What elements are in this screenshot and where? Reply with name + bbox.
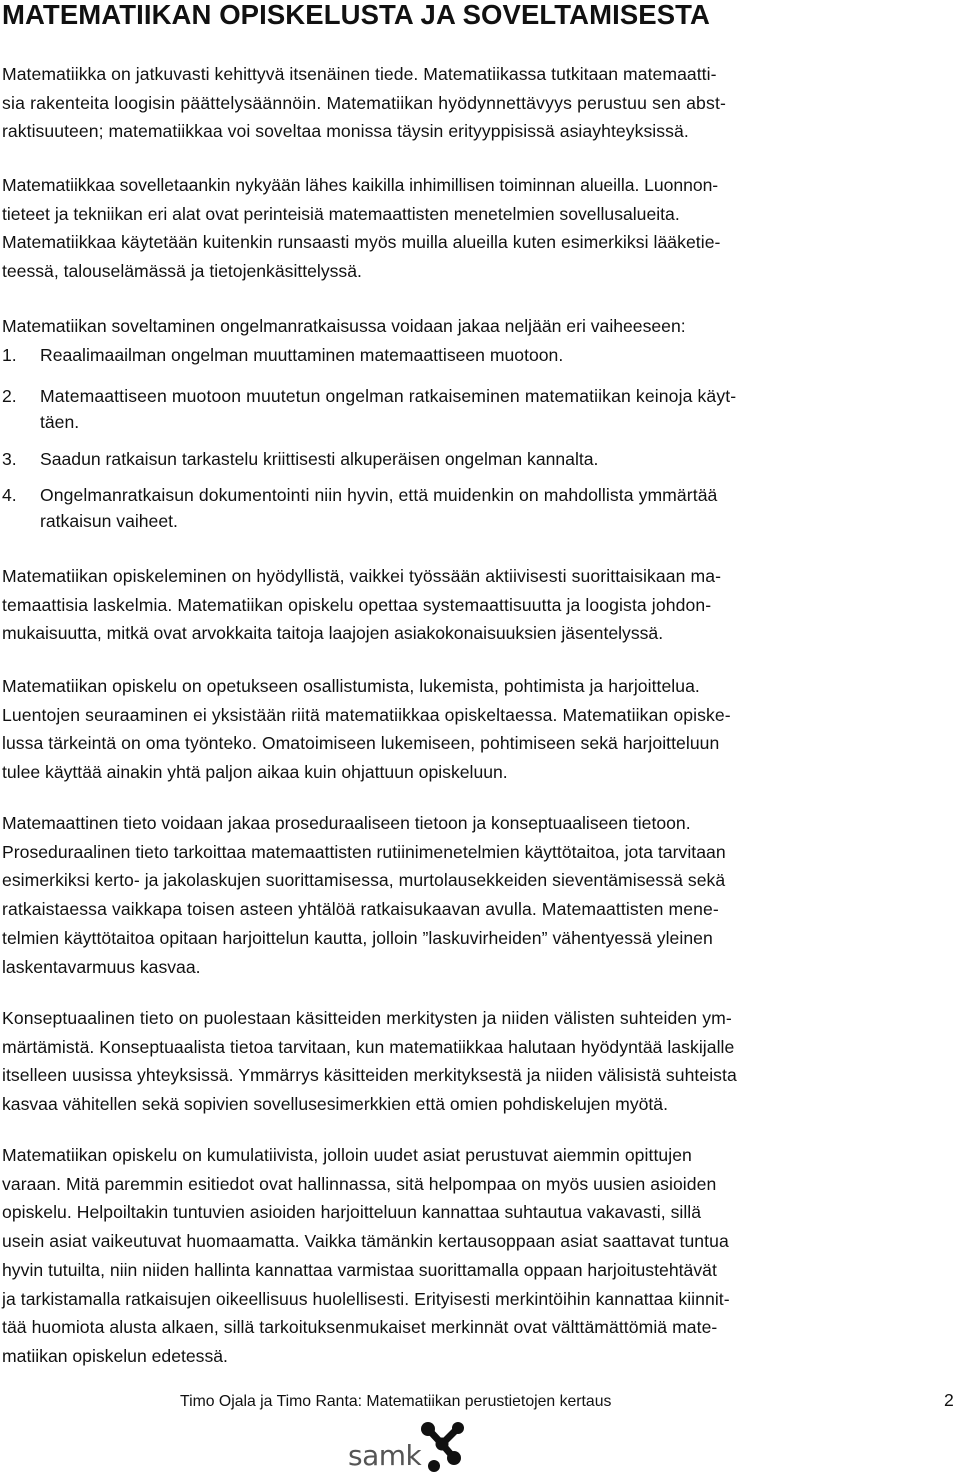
- paragraph-benefits: [2, 562, 902, 648]
- list-item-line: täen.: [40, 411, 80, 432]
- paragraph-line: Matematiikan opiskeleminen on hyödyllistä, vaikkei työssään aktiivisesti suorittaisikaan ma-: [2, 566, 722, 586]
- paragraph-line: varaan. Mitä paremmin esitiedot ovat hallinnassa, sitä helpompaa on myös uusien asioiden: [2, 1173, 717, 1194]
- page-number: 2: [944, 1390, 954, 1410]
- list-number: 4.: [2, 485, 17, 505]
- paragraph-line: esimerkiksi kerto- ja jakolaskujen suorittamisessa, murtolausekkeiden sieventämisessä sekä: [2, 870, 726, 891]
- paragraph-line: usein asiat vaikeutuvat huomaamatta. Vaikka tämänkin kertausoppaan asiat saattavat tuntua: [2, 1231, 729, 1252]
- paragraph-conceptual: [2, 1004, 902, 1119]
- paragraph-line: sia rakenteita loogisin päättelysäännöin. Matematiikan hyödynnettävyys perustuu sen abst-: [2, 92, 727, 113]
- samk-logo: [348, 1418, 478, 1476]
- paragraph-line: Matematiikan soveltaminen ongelmanratkaisussa voidaan jakaa neljään eri vaiheeseen:: [2, 316, 686, 336]
- paragraph-line: mukaisuutta, mitkä ovat arvokkaita taitoja laajojen asiakokonaisuuksien jäsentelyssä.: [2, 623, 664, 644]
- paragraph-line: temaattisia laskelmia. Matematiikan opiskelu opettaa systemaattisuutta ja loogista johdon-: [2, 594, 712, 615]
- paragraph-line: ja tarkistamalla ratkaisujen oikeellisuus huolellisesti. Erityisesti merkintöihin kannattaa kiinnit-: [2, 1288, 730, 1309]
- paragraph-line: Matematiikan opiskelu on kumulatiivista, jolloin uudet asiat perustuvat aiemmin opittujen: [2, 1145, 692, 1165]
- list-item-line: Matemaattiseen muotoon muutetun ongelman ratkaiseminen matematiikan keinoja käyt-: [40, 386, 737, 406]
- paragraph-applications: [2, 171, 902, 286]
- paragraph-line: opiskelu. Helpoiltakin tuntuvien asioiden harjoitteluun kannattaa suhtautua vakavasti, sillä: [2, 1202, 702, 1223]
- paragraph-line: teessä, talouselämässä ja tietojenkäsittelyssä.: [2, 261, 362, 282]
- list-number: 1.: [2, 345, 17, 365]
- paragraph-line: lussa tärkeintä on oma työnteko. Omatoimiseen lukemiseen, pohtimiseen sekä harjoitteluun: [2, 733, 720, 754]
- list-item-line: ratkaisun vaiheet.: [40, 510, 178, 531]
- paragraph-line: märtämistä. Konseptuaalista tietoa tarvitaan, kun matematiikkaa halutaan hyödyntää laskijalle: [2, 1036, 735, 1057]
- paragraph-line: matiikan opiskelun edetessä.: [2, 1345, 228, 1366]
- paragraph-line: Matematiikka on jatkuvasti kehittyvä itsenäinen tiede. Matematiikassa tutkitaan matemaatti-: [2, 64, 717, 84]
- paragraph-line: Matematiikkaa sovelletaankin nykyään lähes kaikilla inhimillisen toiminnan alueilla. Luonnon-: [2, 175, 719, 195]
- paragraph-procedural: [2, 809, 902, 981]
- logo-mark-icon: [412, 1418, 472, 1474]
- footer-author-title: Timo Ojala ja Timo Ranta: Matematiikan perustietojen kertaus: [180, 1393, 612, 1410]
- page-title: MATEMATIIKAN OPISKELUSTA JA SOVELTAMISESTA: [2, 0, 711, 30]
- paragraph-phases-intro: [2, 312, 902, 341]
- paragraph-intro: [2, 60, 902, 146]
- list-item-line: Ongelmanratkaisun dokumentointi niin hyvin, että muidenkin on mahdollista ymmärtää: [40, 485, 718, 505]
- paragraph-line: tieteet ja tekniikan eri alat ovat perinteisiä matemaattisten menetelmien sovellusalueita.: [2, 203, 680, 224]
- paragraph-studying: [2, 672, 902, 787]
- paragraph-line: Luentojen seuraaminen ei yksistään riitä matematiikkaa opiskeltaessa. Matematiikan opiske-: [2, 704, 731, 725]
- list-item-line: Saadun ratkaisun tarkastelu kriittisesti alkuperäisen ongelman kannalta.: [40, 449, 599, 469]
- paragraph-cumulative: [2, 1141, 902, 1371]
- paragraph-line: Proseduraalinen tieto tarkoittaa matemaattisten rutiinimenetelmien käyttötaitoa, jota tarvitaan: [2, 841, 726, 862]
- paragraph-line: raktisuuteen; matematiikkaa voi soveltaa monissa täysin erityyppisissä asiayhteyksissä.: [2, 121, 689, 142]
- logo-wordmark: samk: [348, 1439, 422, 1472]
- paragraph-line: telmien käyttötaitoa opitaan harjoittelun kautta, jolloin ”laskuvirheiden” vähentyessä yleinen: [2, 927, 713, 948]
- paragraph-line: Matematiikkaa käytetään kuitenkin runsaasti myös muilla alueilla kuten esimerkiksi lääketie-: [2, 232, 721, 253]
- list-number: 2.: [2, 386, 17, 406]
- paragraph-line: Matematiikan opiskelu on opetukseen osallistumista, lukemista, pohtimista ja harjoittelua.: [2, 676, 700, 696]
- paragraph-line: tulee käyttää ainakin yhtä paljon aikaa kuin ohjattuun opiskeluun.: [2, 762, 508, 783]
- paragraph-line: kasvaa vähitellen sekä sopivien sovellusesimerkkien että omien pohdiskelujen myötä.: [2, 1094, 668, 1115]
- paragraph-line: Matemaattinen tieto voidaan jakaa proseduraaliseen tietoon ja konseptuaaliseen tietoon.: [2, 813, 691, 833]
- paragraph-line: laskentavarmuus kasvaa.: [2, 956, 201, 977]
- paragraph-line: itselleen uusissa yhteyksissä. Ymmärrys käsitteiden merkityksestä ja niiden välisistä suhteista: [2, 1065, 737, 1086]
- paragraph-line: Konseptuaalinen tieto on puolestaan käsitteiden merkitysten ja niiden välisten suhteiden ym-: [2, 1008, 732, 1028]
- paragraph-line: tää huomiota alusta alkaen, sillä tarkoituksenmukaiset merkinnät ovat välttämättömiä mate-: [2, 1317, 718, 1338]
- paragraph-line: hyvin tutuilta, niin niiden hallinta kannattaa varmistaa suorittamalla oppaan harjoitustehtävät: [2, 1259, 717, 1280]
- list-item-line: Reaalimaailman ongelman muuttaminen matemaattiseen muotoon.: [40, 345, 564, 365]
- list-number: 3.: [2, 449, 17, 469]
- paragraph-line: ratkaistaessa vaikkapa toisen asteen yhtälöä ratkaisukaavan avulla. Matemaattisten mene-: [2, 899, 719, 920]
